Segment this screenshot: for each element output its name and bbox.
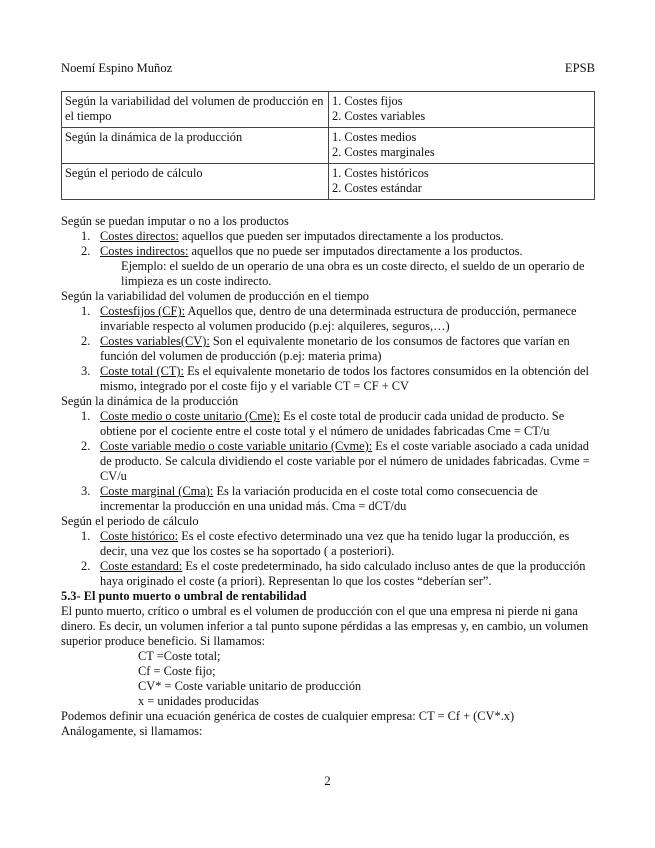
- list-imputar: [61, 229, 595, 259]
- list-item: 2. Costes indirectos: aquellos que no puede ser imputados directamente a los productos.: [81, 244, 523, 258]
- section-heading-dinamica: Según la dinámica de la producción: [61, 394, 239, 408]
- table-type-item: 1. Costes históricos: [332, 166, 429, 180]
- table-cell-types: [329, 92, 595, 128]
- table-row: [62, 92, 595, 128]
- list-item: 2. Costes variables(CV): Son el equivalente monetario de los consumos de factores que varían en función del volumen de producción (p.ej: materia prima): [81, 334, 570, 363]
- term: Costes directos:: [100, 229, 179, 243]
- closing-text: Análogamente, si llamamos:: [61, 724, 203, 738]
- list-item: 1. Coste medio o coste unitario (Cme): Es el coste total de producir cada unidad de producto. Se obtiene por el cociente entre el coste total y el número de unidades fabricadas Cme = CT/u: [81, 409, 565, 438]
- definition-item: Cf = Coste fijo;: [138, 664, 216, 678]
- term: Coste total (CT):: [100, 364, 184, 378]
- table-type-item: 1. Costes fijos: [332, 94, 403, 108]
- cost-classification-table: [61, 91, 595, 200]
- table-cell-criterion: Según la variabilidad del volumen de producción en el tiempo: [62, 92, 329, 128]
- list-item: 2. Coste estandard: Es el coste predeterminado, ha sido calculado incluso antes de que la producción haya originado el coste (a priori). Representan lo que los costes “deberían ser”.: [81, 559, 586, 588]
- definition-item: CV* = Coste variable unitario de producción: [138, 679, 362, 693]
- list-periodo: [61, 529, 595, 589]
- example-text: Ejemplo: el sueldo de un operario de una obra es un coste directo, el sueldo de un operario de limpieza es un coste indirecto.: [121, 259, 585, 288]
- paragraph-punto-muerto: El punto muerto, crítico o umbral es el volumen de producción con el que una empresa ni pierde ni gana dinero. Es decir, un volumen inferior a tal punto supone pérdidas a las empresas y, en cambio, un volumen superior produce beneficio. Si llamamos:: [61, 604, 589, 648]
- list-item: 1. Costes directos: aquellos que pueden ser imputados directamente a los productos.: [81, 229, 504, 243]
- equation-text: Podemos definir una ecuación genérica de costes de cualquier empresa: CT = Cf + (CV*.x): [61, 709, 515, 723]
- definitions-list: [61, 649, 595, 709]
- term: Coste marginal (Cma):: [100, 484, 214, 498]
- list-dinamica: [61, 409, 595, 514]
- term: Coste medio o coste unitario (Cme):: [100, 409, 280, 423]
- term: Coste estandard:: [100, 559, 183, 573]
- document-body: [61, 214, 595, 739]
- table-type-item: 2. Costes variables: [332, 109, 426, 123]
- table-type-item: 2. Costes estándar: [332, 181, 422, 195]
- table-cell-types: [329, 164, 595, 200]
- list-item: 3. Coste marginal (Cma): Es la variación producida en el coste total como consecuencia de incrementar la producción en una unidad más. Cma = dCT/du: [81, 484, 538, 513]
- term: Costesfijos (CF):: [100, 304, 186, 318]
- header-school: EPSB: [564, 61, 595, 75]
- section-heading-variabilidad: Según la variabilidad del volumen de producción en el tiempo: [61, 289, 369, 303]
- section-heading-imputar: Según se puedan imputar o no a los productos: [61, 214, 289, 228]
- table-cell-criterion: Según el periodo de cálculo: [62, 164, 329, 200]
- term: Costes indirectos:: [100, 244, 189, 258]
- list-item: 3. Coste total (CT): Es el equivalente monetario de todos los factores consumidos en la obtención del mismo, integrado por el coste fijo y el variable CT = CF + CV: [81, 364, 589, 393]
- section-title-punto-muerto: 5.3- El punto muerto o umbral de rentabilidad: [61, 589, 307, 603]
- table-type-item: 2. Costes marginales: [332, 145, 435, 159]
- page-number: 2: [324, 774, 331, 788]
- table-cell-criterion: Según la dinámica de la producción: [62, 128, 329, 164]
- section-heading-periodo: Según el periodo de cálculo: [61, 514, 199, 528]
- term: Coste variable medio o coste variable unitario (Cvme):: [100, 439, 373, 453]
- table-row: [62, 128, 595, 164]
- term: Coste histórico:: [100, 529, 179, 543]
- definition-item: x = unidades producidas: [138, 694, 259, 708]
- list-item: 1. Costesfijos (CF): Aquellos que, dentro de una determinada estructura de producción, permanece invariable respecto al volumen producido (p.ej: alquileres, seguros,…): [81, 304, 577, 333]
- term: Costes variables(CV):: [100, 334, 210, 348]
- header-author: Noemí Espino Muñoz: [61, 61, 173, 75]
- list-variabilidad: [61, 304, 595, 394]
- table-cell-types: [329, 128, 595, 164]
- list-item: 2. Coste variable medio o coste variable unitario (Cvme): Es el coste variable asociado a cada unidad de producto. Se calcula dividiendo el coste variable por el número de unidades fabricadas. Cvme = CV/u: [81, 439, 590, 483]
- table-type-item: 1. Costes medios: [332, 130, 417, 144]
- definition-item: CT =Coste total;: [138, 649, 221, 663]
- table-row: [62, 164, 595, 200]
- list-item: 1. Coste histórico: Es el coste efectivo determinado una vez que ha tenido lugar la producción, es decir, una vez que los costes se ha soportado ( a posteriori).: [81, 529, 570, 558]
